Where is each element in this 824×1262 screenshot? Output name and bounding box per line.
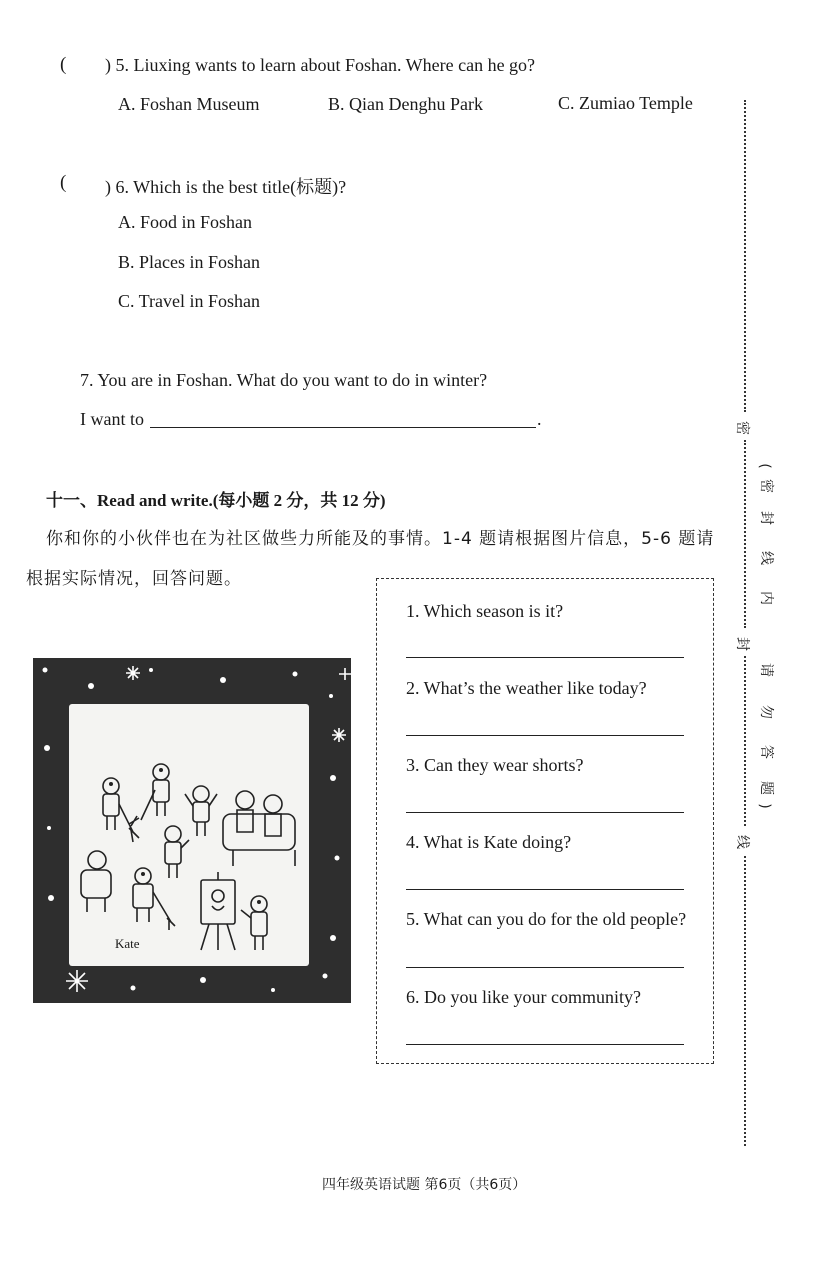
s11-answer-line-6[interactable] xyxy=(406,1044,684,1045)
q7-prefix: I want to xyxy=(80,409,144,429)
s11-question-5: 5. What can you do for the old people? xyxy=(406,909,687,929)
q6-question: ) 6. Which is the best title(标题)? xyxy=(105,177,347,197)
q5-option-c: C. Zumiao Temple xyxy=(558,93,693,113)
q6-option-c: C. Travel in Foshan xyxy=(118,291,261,311)
seal-note-close: ) xyxy=(756,803,773,809)
seal-note-open: ( xyxy=(756,463,773,469)
instruction-line-2: 根据实际情况，回答问题。 xyxy=(26,569,242,589)
seal-note-6: 勿 xyxy=(758,705,774,719)
q5-paren: ( xyxy=(60,54,67,75)
q7-answer-line[interactable] xyxy=(150,427,536,428)
q5-question: ) 5. Liuxing wants to learn about Foshan. Where can he go? xyxy=(105,55,536,75)
q5-option-b: B. Qian Denghu Park xyxy=(328,94,483,114)
picture-inner xyxy=(69,704,309,966)
seal-mi: 密 xyxy=(734,421,750,435)
seal-note-4: 内 xyxy=(758,591,774,605)
q6-paren: ( xyxy=(60,172,67,193)
s11-answer-line-4[interactable] xyxy=(406,889,684,890)
s11-question-4: 4. What is Kate doing? xyxy=(406,832,572,852)
seal-note-1: 密 xyxy=(758,479,774,493)
q7-suffix: . xyxy=(537,409,542,429)
q6-option-b: B. Places in Foshan xyxy=(118,252,260,272)
kate-label: Kate xyxy=(115,936,140,951)
s11-answer-line-2[interactable] xyxy=(406,735,684,736)
section-title: 十一、Read and write.(每小题 2 分，共 12 分) xyxy=(46,491,386,510)
seal-feng: 封 xyxy=(734,637,750,651)
q7-question: 7. You are in Foshan. What do you want to do in winter? xyxy=(80,370,488,390)
seal-note-5: 请 xyxy=(758,663,774,677)
seal-dotted-line-bottom xyxy=(744,856,746,1146)
instruction-line-1: 你和你的小伙伴也在为社区做些力所能及的事情。1-4 题请根据图片信息，5-6 题请 xyxy=(46,529,715,549)
s11-question-6: 6. Do you like your community? xyxy=(406,987,641,1007)
seal-note-3: 线 xyxy=(758,551,774,565)
community-scene-icon xyxy=(69,704,309,966)
s11-question-1: 1. Which season is it? xyxy=(406,601,564,621)
s11-question-3: 3. Can they wear shorts? xyxy=(406,755,584,775)
q6-option-a: A. Food in Foshan xyxy=(118,212,253,232)
seal-xian: 线 xyxy=(734,835,750,849)
s11-answer-line-5[interactable] xyxy=(406,967,684,968)
winter-picture xyxy=(33,658,351,1003)
seal-note-2: 封 xyxy=(758,511,774,525)
seal-dotted-line-mid2 xyxy=(744,656,746,826)
seal-dotted-line-top xyxy=(744,100,746,412)
seal-note-8: 题 xyxy=(758,781,774,795)
q5-option-a: A. Foshan Museum xyxy=(118,94,260,114)
s11-answer-line-3[interactable] xyxy=(406,812,684,813)
seal-dotted-line-mid1 xyxy=(744,440,746,628)
s11-answer-line-1[interactable] xyxy=(406,657,684,658)
page-footer: 四年级英语试题 第6页（共6页） xyxy=(322,1177,527,1193)
s11-question-2: 2. What’s the weather like today? xyxy=(406,678,647,698)
seal-note-7: 答 xyxy=(758,745,774,759)
